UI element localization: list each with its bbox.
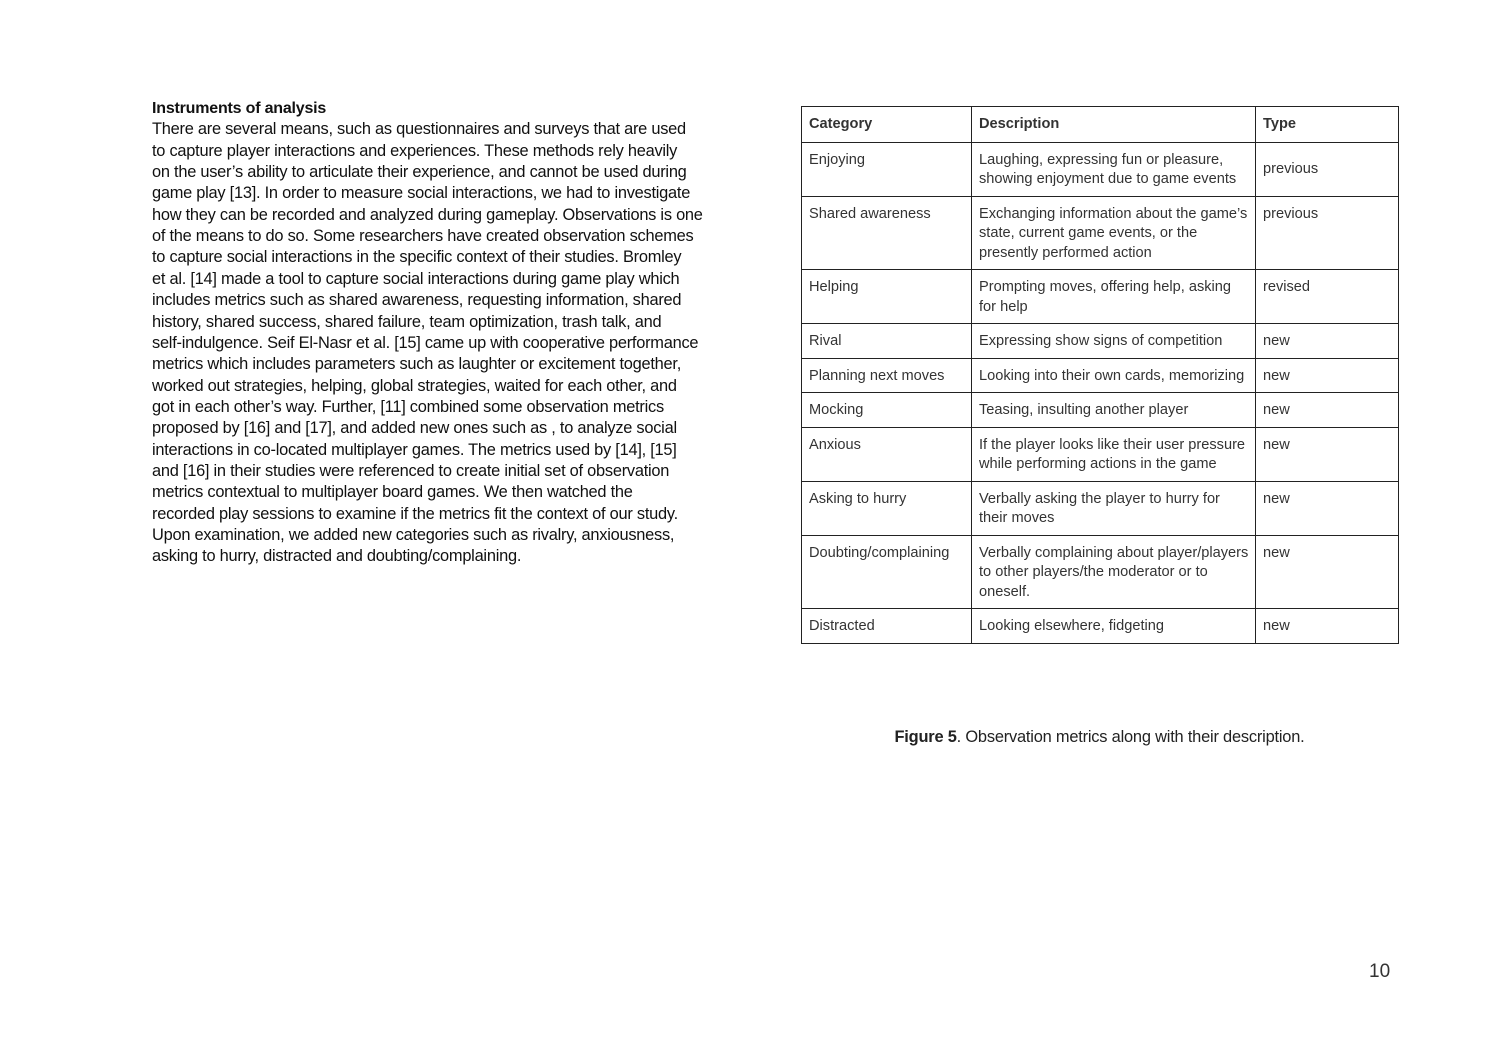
body-text-line: asking to hurry, distracted and doubting/complaining.	[152, 547, 522, 566]
body-text-line: metrics contextual to multiplayer board games. We then watched the	[152, 483, 633, 502]
cell-type: new	[1256, 481, 1399, 535]
body-text-line: metrics which includes parameters such as laughter or excitement together,	[152, 355, 682, 374]
cell-category: Anxious	[802, 427, 972, 481]
body-text-line: self-indulgence. Seif El-Nasr et al. [15] came up with cooperative performance	[152, 333, 699, 352]
cell-description: Verbally asking the player to hurry for their moves	[972, 481, 1256, 535]
figure-caption-text: . Observation metrics along with their description.	[956, 728, 1305, 746]
cell-description: Expressing show signs of competition	[972, 324, 1256, 359]
cell-category: Planning next moves	[802, 358, 972, 393]
table-row	[802, 324, 1399, 359]
table-body	[802, 142, 1399, 643]
body-text-line: game play [13]. In order to measure social interactions, we had to investigate	[152, 184, 691, 203]
cell-category: Shared awareness	[802, 196, 972, 270]
table-row	[802, 196, 1399, 270]
cell-category: Rival	[802, 324, 972, 359]
page-number: 10	[1369, 961, 1391, 982]
instruments-section	[152, 98, 757, 568]
observation-metrics-table-wrap	[801, 106, 1398, 644]
cell-type: new	[1256, 393, 1399, 428]
cell-type: previous	[1256, 196, 1399, 270]
body-text-line: worked out strategies, helping, global strategies, waited for each other, and	[152, 376, 677, 395]
cell-type: new	[1256, 358, 1399, 393]
body-text-line: of the means to do so. Some researchers have created observation schemes	[152, 227, 694, 246]
cell-category: Doubting/complaining	[802, 535, 972, 609]
cell-description: Exchanging information about the game’s state, current game events, or the presently performed action	[972, 196, 1256, 270]
body-text-line: on the user’s ability to articulate their experience, and cannot be used during	[152, 163, 687, 182]
cell-category: Mocking	[802, 393, 972, 428]
section-heading: Instruments of analysis	[152, 100, 327, 117]
body-text-line: how they can be recorded and analyzed during gameplay. Observations is one	[152, 205, 703, 224]
cell-description: Verbally complaining about player/players to other players/the moderator or to oneself.	[972, 535, 1256, 609]
body-text-line: includes metrics such as shared awareness, requesting information, shared	[152, 291, 682, 310]
body-text-line: and [16] in their studies were referenced to create initial set of observation	[152, 461, 670, 480]
cell-description: Teasing, insulting another player	[972, 393, 1256, 428]
cell-description: Prompting moves, offering help, asking for help	[972, 270, 1256, 324]
cell-category: Distracted	[802, 609, 972, 644]
cell-description: Looking into their own cards, memorizing	[972, 358, 1256, 393]
cell-description: Laughing, expressing fun or pleasure, showing enjoyment due to game events	[972, 142, 1256, 196]
cell-description: Looking elsewhere, fidgeting	[972, 609, 1256, 644]
header-type: Type	[1256, 107, 1399, 143]
cell-type: new	[1256, 427, 1399, 481]
table-row	[802, 358, 1399, 393]
section-body	[152, 119, 757, 567]
body-text-line: history, shared success, shared failure, team optimization, trash talk, and	[152, 312, 662, 331]
table-row	[802, 393, 1399, 428]
body-text-line: interactions in co-located multiplayer games. The metrics used by [14], [15]	[152, 440, 677, 459]
cell-type: new	[1256, 609, 1399, 644]
table-row	[802, 270, 1399, 324]
body-text-line: to capture player interactions and experiences. These methods rely heavily	[152, 141, 678, 160]
cell-type: new	[1256, 324, 1399, 359]
header-description: Description	[972, 107, 1256, 143]
figure-caption	[801, 728, 1398, 747]
table-row	[802, 535, 1399, 609]
body-text-line: proposed by [16] and [17], and added new ones such as , to analyze social	[152, 419, 677, 438]
cell-type: previous	[1256, 142, 1399, 196]
table-row	[802, 481, 1399, 535]
body-text-line: There are several means, such as questionnaires and surveys that are used	[152, 120, 686, 139]
table-header-row	[802, 107, 1399, 143]
table-row	[802, 609, 1399, 644]
observation-metrics-table	[801, 106, 1399, 644]
table-row	[802, 427, 1399, 481]
figure-label: Figure 5	[894, 728, 957, 746]
cell-category: Enjoying	[802, 142, 972, 196]
cell-type: new	[1256, 535, 1399, 609]
body-text-line: recorded play sessions to examine if the metrics fit the context of our study.	[152, 504, 678, 523]
body-text-line: et al. [14] made a tool to capture social interactions during game play which	[152, 269, 680, 288]
cell-category: Helping	[802, 270, 972, 324]
body-text-line: Upon examination, we added new categories such as rivalry, anxiousness,	[152, 525, 675, 544]
cell-description: If the player looks like their user pressure while performing actions in the game	[972, 427, 1256, 481]
body-text-line: got in each other’s way. Further, [11] combined some observation metrics	[152, 397, 664, 416]
table-row	[802, 142, 1399, 196]
cell-type: revised	[1256, 270, 1399, 324]
header-category: Category	[802, 107, 972, 143]
body-text-line: to capture social interactions in the specific context of their studies. Bromley	[152, 248, 682, 267]
cell-category: Asking to hurry	[802, 481, 972, 535]
